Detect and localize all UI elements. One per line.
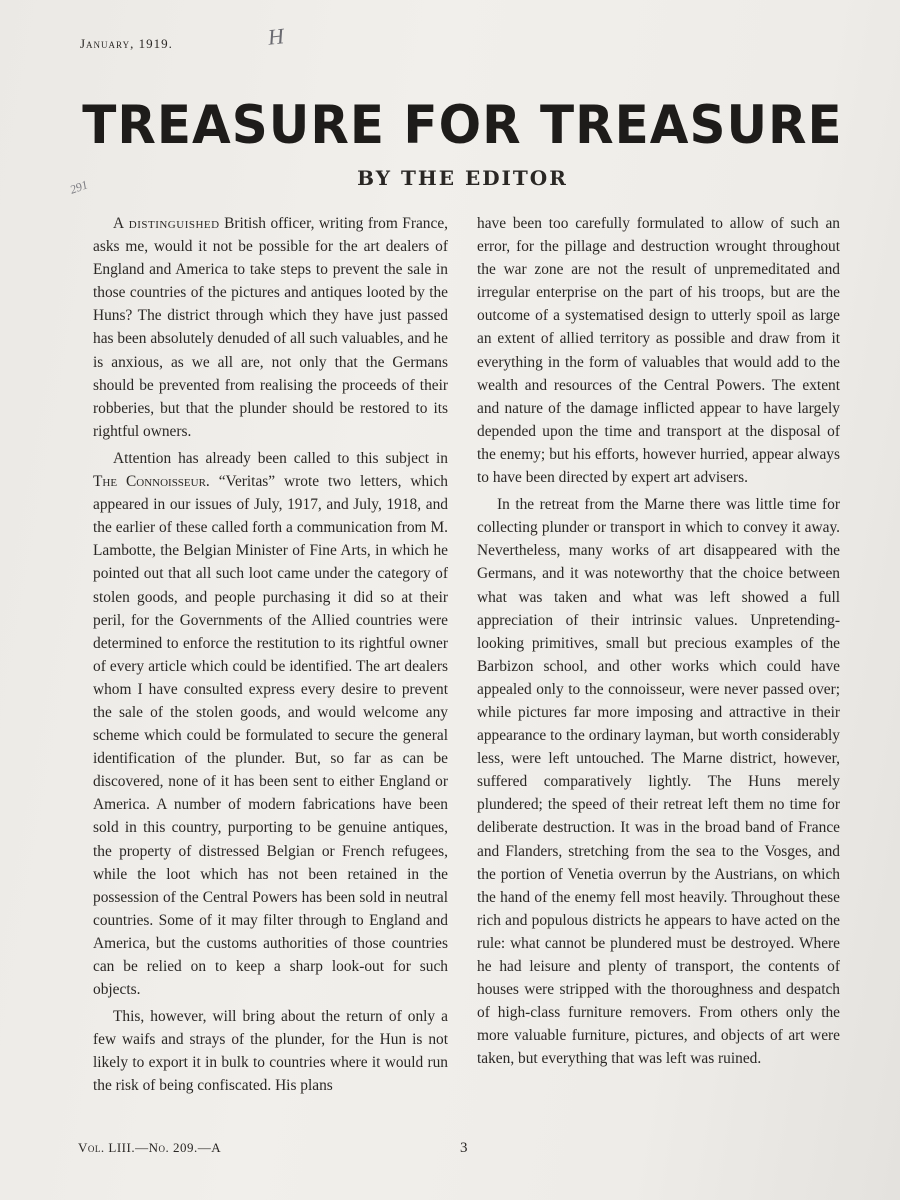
page-number: 3 [460,1140,468,1156]
article-byline: BY THE EDITOR [357,166,568,190]
paragraph-1-text: British officer, writing from France, asks me, would it not be possible for the art dealers of England and America to take steps to prevent the sale in those countries of the pictures and antiques looted by the Huns? The district through which they have just passed has been absolutely denuded of all such valuables, and he is anxious, as we all are, not only that the Germans should be prevented from realising the proceeds of their robberies, but that the plunder should be restored to its rightful owners. [93,215,448,440]
paragraph-3-part-1: This, however, will bring about the return of only a few waifs and strays of the plunder, for the Hun is not likely to export it in bulk to countries where it would run the risk of being confiscated. His plans [93,1008,448,1095]
pencil-annotation: H [266,23,286,50]
paragraph-2 [93,447,448,1001]
paragraph-2-start: Attention has already been called to this subject in [113,449,448,467]
paragraph-2-text: “Veritas” wrote two letters, which appeared in our issues of July, 1917, and July, 1918, and the earlier of these called forth a communication from M. Lambotte, the Belgian Minister of Fine Arts, in which he pointed out that all such loot came under the category of stolen goods, and people purchasing it did so at their peril, for the Governments of the Allied countries were determined to enforce the restitution to its rightful owner of every article which could be identified. The art dealers whom I have consulted express every desire to prevent the sale of the stolen goods, and would welcome any scheme which could be formulated to secure the general identification of the plunder. But, so far as can be discovered, none of it has been sent to either England or America. A number of modern fabrications have been sold in this country, purporting to be genuine antiques, the property of distressed Belgian or French refugees, while the loot which has not been retained in the possession of the Central Powers has been sold in neutral countries. Some of it may filter through to England and America, but the customs authorities of those countries can be relied on to keep a sharp look-out for such objects. [93,473,448,999]
pencil-annotation-margin: 291 [67,177,90,197]
paragraph-lead: A distinguished [113,215,220,232]
paragraph-1 [93,212,448,443]
paragraph-4: In the retreat from the Marne there was little time for collecting plunder or transport in which to convey it away. Nevertheless, many works of art disappeared with the Germans, and it was noteworthy that the choice between what was taken and what was left showed a full appreciation of their intrinsic values. Unpretending-looking primitives, small but precious examples of the Barbizon school, and other works which could have appealed only to the connoisseur, were never passed over; while pictures far more imposing and attractive in their appearance to the ordinary layman, but worth considerably less, were left untouched. The Marne district, however, suffered comparatively lightly. The Huns merely plundered; the speed of their retreat left them no time for deliberate destruction. It was in the broad band of France and Flanders, stretching from the sea to the Vosges, and the portion of Venetia overrun by the Austrians, on which the hand of the enemy fell most heavily. Throughout these rich and populous districts he appears to have acted on the rule: what cannot be plundered must be destroyed. Where he had leisure and plenty of transport, the contents of houses were stripped with the thoroughness and despatch of high-class furniture removers. From others only the more valuable furniture, pictures, and objects of art were taken, but everything that was left was ruined. [477,496,840,1068]
journal-name: The Connoisseur. [93,473,210,491]
issue-date: January, 1919. [80,36,173,51]
right-column [477,212,840,1070]
volume-info: Vol. LIII.—No. 209.—A [78,1140,222,1155]
left-column [93,212,448,1098]
article-title: TREASURE FOR TREASURE [82,94,843,156]
paragraph-3-part-2: have been too carefully formulated to allow of such an error, for the pillage and destruction wrought throughout the war zone are not the result of unpremeditated and irregular enterprise on the part of his troops, but are the outcome of a systematised design to utterly spoil as large an extent of allied territory as possible and draw from it everything in the form of valuables that would add to the wealth and resources of the Central Powers. The extent and nature of the damage inflicted appear to have largely depended upon the time and transport at the disposal of the enemy; but his efforts, however hurried, appear always to have been directed by expert art advisers. [477,215,840,487]
